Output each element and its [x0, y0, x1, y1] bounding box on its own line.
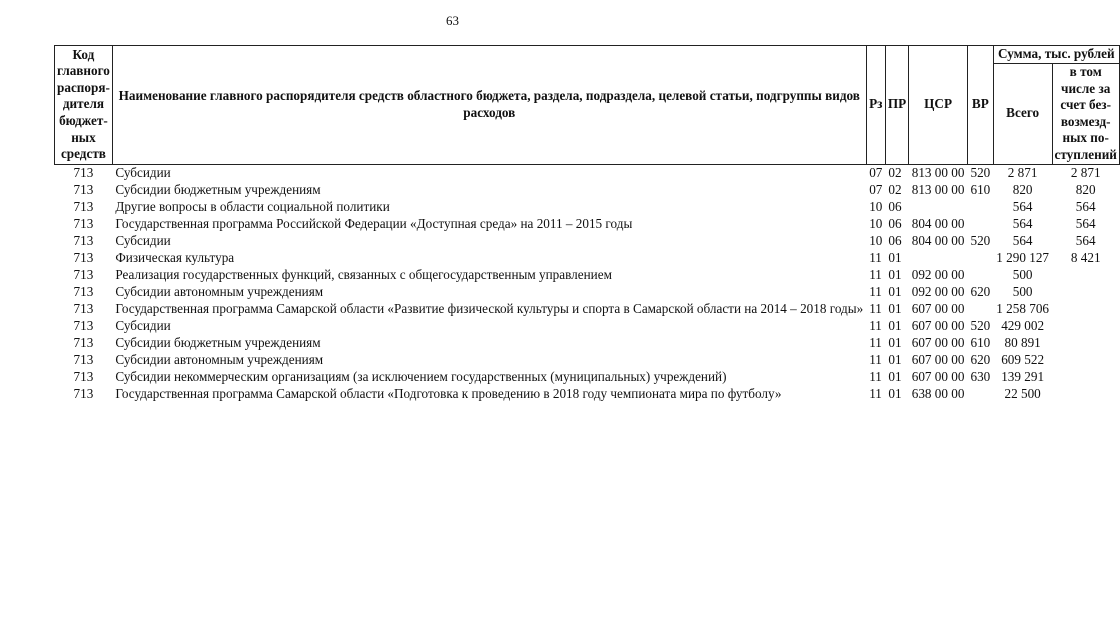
cell-vr [967, 199, 993, 216]
cell-pr: 01 [888, 351, 902, 367]
header-rz: Рз [866, 46, 885, 165]
cell-rz: 11 [869, 368, 882, 384]
cell-csr: 607 00 00 [911, 334, 965, 350]
cell-total: 429 002 [1001, 317, 1045, 333]
cell-total: 609 522 [1001, 351, 1045, 367]
cell-code: 713 [73, 317, 94, 333]
cell-rz: 10 [869, 232, 883, 248]
cell-rz: 11 [869, 266, 882, 282]
cell-total: 1 258 706 [996, 300, 1049, 316]
cell-csr: 607 00 00 [911, 368, 965, 384]
cell-total: 500 [1012, 283, 1033, 299]
cell-code: 713 [73, 198, 94, 214]
cell-grants: 820 [1075, 181, 1096, 197]
cell-vr [967, 386, 993, 403]
cell-pr: 01 [888, 334, 902, 350]
cell-total: 1 290 127 [996, 249, 1049, 265]
cell-grants [1052, 267, 1119, 284]
header-sum: Сумма, тыс. рублей [993, 46, 1119, 64]
header-total: Всего [993, 64, 1052, 165]
header-grants: в том числе за счет без-возмезд-ных по-ступлений [1052, 64, 1119, 165]
cell-rz: 11 [869, 300, 882, 316]
table-row [55, 164, 1120, 182]
table-row [55, 267, 1120, 284]
cell-total: 564 [1012, 198, 1033, 214]
cell-vr [967, 250, 993, 267]
cell-rz: 11 [869, 385, 882, 401]
cell-rz: 11 [869, 249, 882, 265]
cell-name: Государственная программа Самарской области «Подготовка к проведению в 2018 году чемпионата мира по футболу» [115, 385, 782, 401]
cell-vr [967, 301, 993, 318]
cell-code: 713 [73, 283, 94, 299]
cell-code: 713 [73, 164, 94, 180]
header-pr: ПР [885, 46, 908, 165]
cell-csr: 804 00 00 [911, 232, 965, 248]
cell-grants: 8 421 [1070, 249, 1101, 265]
cell-grants: 564 [1075, 232, 1096, 248]
cell-name: Реализация государственных функций, связанных с общегосударственным управлением [115, 266, 612, 282]
header-name: Наименование главного распорядителя средств областного бюджета, раздела, подраздела, целевой статьи, подгруппы видов расходов [112, 46, 866, 165]
cell-grants [1052, 284, 1119, 301]
cell-pr: 01 [888, 368, 902, 384]
cell-total: 139 291 [1001, 368, 1045, 384]
cell-vr: 630 [970, 368, 991, 384]
table-row [55, 386, 1120, 403]
cell-name: Субсидии автономным учреждениям [115, 351, 324, 367]
cell-grants [1052, 369, 1119, 386]
cell-code: 713 [73, 368, 94, 384]
cell-pr: 01 [888, 300, 902, 316]
cell-vr: 610 [970, 181, 991, 197]
table-row [55, 199, 1120, 216]
cell-vr [967, 267, 993, 284]
cell-csr: 638 00 00 [911, 385, 965, 401]
cell-rz: 11 [869, 334, 882, 350]
table-row [55, 284, 1120, 301]
cell-vr: 520 [970, 232, 991, 248]
table-body [55, 164, 1120, 403]
cell-code: 713 [73, 181, 94, 197]
cell-pr: 01 [888, 283, 902, 299]
page-number: 63 [446, 13, 459, 28]
cell-code: 713 [73, 300, 94, 316]
cell-grants [1052, 318, 1119, 335]
cell-csr: 092 00 00 [911, 266, 965, 282]
cell-total: 80 891 [1004, 334, 1041, 350]
cell-name: Субсидии бюджетным учреждениям [115, 334, 321, 350]
cell-rz: 07 [869, 164, 883, 180]
cell-total: 820 [1012, 181, 1033, 197]
cell-code: 713 [73, 249, 94, 265]
cell-grants [1052, 352, 1119, 369]
cell-grants: 564 [1075, 215, 1096, 231]
cell-total: 564 [1012, 215, 1033, 231]
cell-code: 713 [73, 385, 94, 401]
table-row [55, 233, 1120, 250]
table-row [55, 216, 1120, 233]
cell-csr: 607 00 00 [911, 300, 965, 316]
header-vr: ВР [967, 46, 993, 165]
table-row [55, 301, 1120, 318]
cell-name: Субсидии некоммерческим организациям (за исключением государственных (муниципальных) учреждений) [115, 368, 727, 384]
header-csr: ЦСР [909, 46, 968, 165]
cell-code: 713 [73, 232, 94, 248]
cell-csr [909, 199, 968, 216]
cell-rz: 11 [869, 317, 882, 333]
cell-pr: 01 [888, 385, 902, 401]
cell-code: 713 [73, 334, 94, 350]
cell-total: 2 871 [1007, 164, 1038, 180]
cell-grants: 564 [1075, 198, 1096, 214]
cell-name: Субсидии [115, 164, 171, 180]
table-row [55, 318, 1120, 335]
cell-name: Другие вопросы в области социальной политики [115, 198, 390, 214]
header-code: Код главного распоря-дителя бюджет-ных средств [55, 46, 113, 165]
cell-name: Государственная программа Самарской области «Развитие физической культуры и спорта в Самарской области на 2014 – 2018 годы» [115, 300, 864, 316]
cell-csr: 092 00 00 [911, 283, 965, 299]
cell-name: Субсидии автономным учреждениям [115, 283, 324, 299]
table-row [55, 352, 1120, 369]
cell-csr: 607 00 00 [911, 317, 965, 333]
cell-csr: 804 00 00 [911, 215, 965, 231]
table-row [55, 182, 1120, 199]
cell-grants [1052, 335, 1119, 352]
cell-grants [1052, 386, 1119, 403]
cell-name: Физическая культура [115, 249, 235, 265]
table-row [55, 369, 1120, 386]
cell-csr [909, 250, 968, 267]
cell-pr: 02 [888, 164, 902, 180]
budget-table [54, 45, 1120, 403]
cell-pr: 01 [888, 249, 902, 265]
cell-csr: 813 00 00 [911, 164, 965, 180]
cell-vr: 520 [970, 164, 991, 180]
cell-csr: 813 00 00 [911, 181, 965, 197]
cell-grants [1052, 301, 1119, 318]
cell-name: Государственная программа Российской Федерации «Доступная среда» на 2011 – 2015 годы [115, 215, 633, 231]
cell-rz: 10 [869, 215, 883, 231]
table-row [55, 250, 1120, 267]
cell-pr: 06 [888, 215, 902, 231]
cell-rz: 10 [869, 198, 883, 214]
cell-vr: 620 [970, 351, 991, 367]
cell-total: 500 [1012, 266, 1033, 282]
cell-total: 22 500 [1004, 385, 1041, 401]
cell-total: 564 [1012, 232, 1033, 248]
cell-name: Субсидии [115, 317, 171, 333]
table-row [55, 335, 1120, 352]
cell-rz: 11 [869, 351, 882, 367]
cell-pr: 01 [888, 266, 902, 282]
cell-pr: 06 [888, 198, 902, 214]
cell-name: Субсидии [115, 232, 171, 248]
cell-code: 713 [73, 215, 94, 231]
cell-pr: 02 [888, 181, 902, 197]
cell-pr: 06 [888, 232, 902, 248]
cell-pr: 01 [888, 317, 902, 333]
cell-vr [967, 216, 993, 233]
cell-vr: 610 [970, 334, 991, 350]
cell-vr: 520 [970, 317, 991, 333]
cell-csr: 607 00 00 [911, 351, 965, 367]
cell-code: 713 [73, 351, 94, 367]
cell-vr: 620 [970, 283, 991, 299]
cell-rz: 07 [869, 181, 883, 197]
cell-rz: 11 [869, 283, 882, 299]
cell-grants: 2 871 [1070, 164, 1101, 180]
cell-code: 713 [73, 266, 94, 282]
cell-name: Субсидии бюджетным учреждениям [115, 181, 321, 197]
